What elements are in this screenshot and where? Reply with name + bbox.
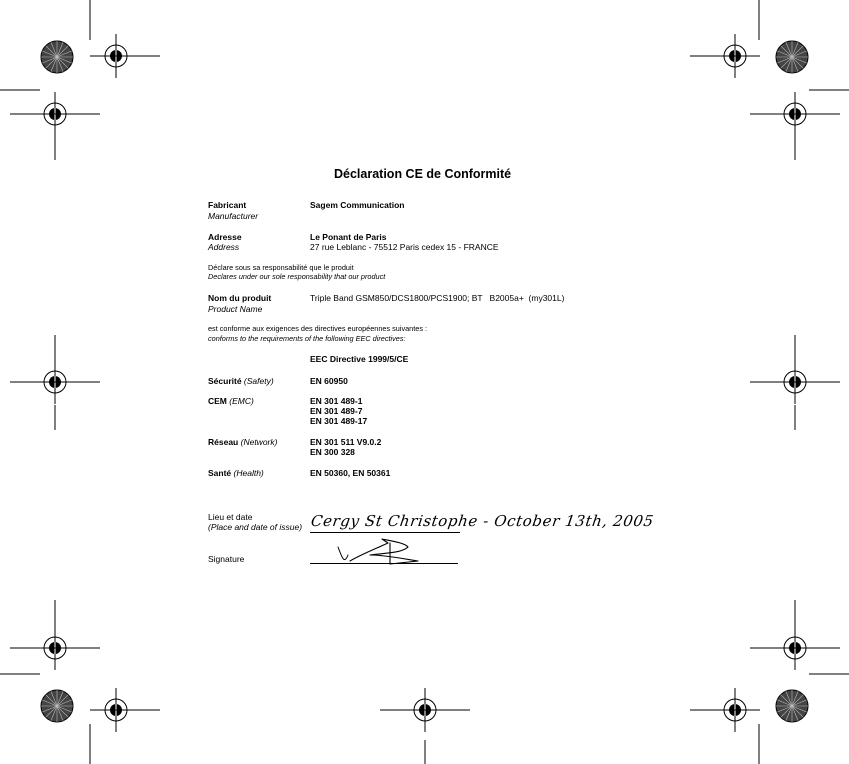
product-value: Triple Band GSM850/DCS1800/PCS1900; BT B2005a+ (my301L)	[310, 293, 565, 303]
address-line1: Le Ponant de Paris	[310, 232, 387, 242]
safety-label	[208, 377, 274, 386]
emc-standard: EN 301 489-7	[310, 406, 363, 416]
address-label: Adresse	[208, 232, 242, 242]
conforms-fr: est conforme aux exigences des directives européennes suivantes :	[208, 324, 428, 333]
manufacturer-label: Fabricant	[208, 200, 247, 210]
safety-label-fr: Sécurité	[208, 376, 242, 386]
network-label-fr: Réseau	[208, 437, 239, 447]
page-title: Déclaration CE de Conformité	[334, 167, 512, 181]
health-standard: EN 50360, EN 50361	[310, 468, 391, 478]
emc-label	[208, 397, 254, 406]
health-label-fr: Santé	[208, 468, 232, 478]
health-label	[208, 469, 264, 478]
place-date-label: Lieu et date	[208, 512, 253, 522]
product-label-en: Product Name	[208, 304, 263, 314]
conforms-en: conforms to the requirements of the following EEC directives:	[208, 334, 406, 343]
emc-standard: EN 301 489-17	[310, 416, 368, 426]
safety-standard: EN 60950	[310, 376, 348, 386]
address-line2: 27 rue Leblanc - 75512 Paris cedex 15 - FRANCE	[310, 242, 499, 252]
directive: EEC Directive 1999/5/CE	[310, 354, 409, 364]
product-label: Nom du produit	[208, 293, 272, 303]
handwritten-signature	[330, 531, 430, 571]
declares-en: Declares under our sole responsability that our product	[208, 272, 386, 281]
network-label	[208, 438, 277, 447]
network-label-en: (Network)	[240, 437, 278, 447]
signature-label: Signature	[208, 554, 245, 564]
emc-label-en: (EMC)	[229, 396, 254, 406]
place-date-label-en: (Place and date of issue)	[208, 522, 303, 532]
safety-label-en: (Safety)	[243, 376, 274, 386]
manufacturer-value: Sagem Communication	[310, 200, 405, 210]
emc-label-fr: CEM	[208, 396, 227, 406]
network-standard: EN 300 328	[310, 447, 355, 457]
network-standard: EN 301 511 V9.0.2	[310, 437, 382, 447]
emc-standard: EN 301 489-1	[310, 396, 363, 406]
manufacturer-label-en: Manufacturer	[208, 211, 259, 221]
declares-fr: Déclare sous sa responsabilité que le produit	[208, 263, 354, 272]
handwritten-place-date: Cergy St Christophe - October 13th, 2005	[309, 512, 656, 530]
address-label-en: Address	[208, 242, 240, 252]
health-label-en: (Health)	[233, 468, 264, 478]
